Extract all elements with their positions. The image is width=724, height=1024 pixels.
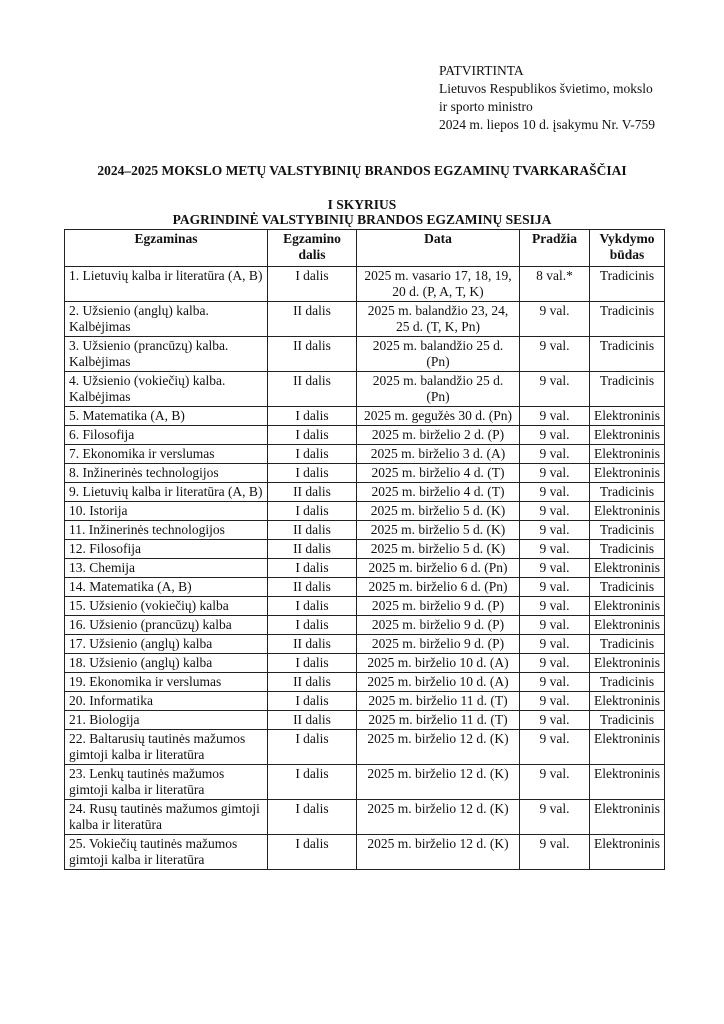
header-mode: Vykdymo būdas bbox=[590, 230, 665, 267]
table-row bbox=[65, 502, 665, 521]
table-row bbox=[65, 540, 665, 559]
exam-cell: 22. Baltarusių tautinės mažumos gimtoji kalba ir literatūra bbox=[65, 730, 268, 765]
exam-cell: 23. Lenkų tautinės mažumos gimtoji kalba ir literatūra bbox=[65, 765, 268, 800]
table-row bbox=[65, 445, 665, 464]
date-cell: 2025 m. birželio 11 d. (T) bbox=[357, 692, 520, 711]
start-cell: 9 val. bbox=[520, 578, 590, 597]
mode-cell: Elektroninis bbox=[590, 426, 665, 445]
date-cell: 2025 m. birželio 4 d. (T) bbox=[357, 464, 520, 483]
part-cell: II dalis bbox=[268, 673, 357, 692]
table-row bbox=[65, 692, 665, 711]
table-row bbox=[65, 337, 665, 372]
exam-cell: 15. Užsienio (vokiečių) kalba bbox=[65, 597, 268, 616]
date-cell: 2025 m. birželio 12 d. (K) bbox=[357, 835, 520, 870]
chapter-name: PAGRINDINĖ VALSTYBINIŲ BRANDOS EGZAMINŲ SESIJA bbox=[172, 212, 552, 227]
exam-cell: 4. Užsienio (vokiečių) kalba. Kalbėjimas bbox=[65, 372, 268, 407]
date-cell: 2025 m. birželio 9 d. (P) bbox=[357, 635, 520, 654]
mode-cell: Elektroninis bbox=[590, 464, 665, 483]
table-row bbox=[65, 673, 665, 692]
table-row bbox=[65, 730, 665, 765]
exam-cell: 1. Lietuvių kalba ir literatūra (A, B) bbox=[65, 267, 268, 302]
date-cell: 2025 m. birželio 9 d. (P) bbox=[357, 597, 520, 616]
table-row bbox=[65, 521, 665, 540]
approval-line: Lietuvos Respublikos švietimo, mokslo bbox=[439, 81, 653, 96]
date-cell: 2025 m. birželio 5 d. (K) bbox=[357, 521, 520, 540]
exam-cell: 17. Užsienio (anglų) kalba bbox=[65, 635, 268, 654]
part-cell: I dalis bbox=[268, 692, 357, 711]
table-row bbox=[65, 426, 665, 445]
table-row bbox=[65, 616, 665, 635]
mode-cell: Tradicinis bbox=[590, 673, 665, 692]
exam-cell: 2. Užsienio (anglų) kalba. Kalbėjimas bbox=[65, 302, 268, 337]
mode-cell: Tradicinis bbox=[590, 267, 665, 302]
date-cell: 2025 m. birželio 9 d. (P) bbox=[357, 616, 520, 635]
date-cell: 2025 m. birželio 11 d. (T) bbox=[357, 711, 520, 730]
table-row bbox=[65, 654, 665, 673]
table-row bbox=[65, 711, 665, 730]
mode-cell: Elektroninis bbox=[590, 654, 665, 673]
date-cell: 2025 m. birželio 5 d. (K) bbox=[357, 540, 520, 559]
date-cell: 2025 m. birželio 12 d. (K) bbox=[357, 800, 520, 835]
part-cell: I dalis bbox=[268, 616, 357, 635]
mode-cell: Elektroninis bbox=[590, 502, 665, 521]
mode-cell: Tradicinis bbox=[590, 711, 665, 730]
table-body bbox=[65, 267, 665, 870]
mode-cell: Elektroninis bbox=[590, 730, 665, 765]
start-cell: 9 val. bbox=[520, 835, 590, 870]
mode-cell: Elektroninis bbox=[590, 800, 665, 835]
start-cell: 9 val. bbox=[520, 502, 590, 521]
table-row bbox=[65, 407, 665, 426]
part-cell: I dalis bbox=[268, 426, 357, 445]
start-cell: 9 val. bbox=[520, 692, 590, 711]
start-cell: 9 val. bbox=[520, 445, 590, 464]
approval-line: ir sporto ministro bbox=[439, 99, 533, 114]
table-row bbox=[65, 635, 665, 654]
mode-cell: Elektroninis bbox=[590, 445, 665, 464]
start-cell: 9 val. bbox=[520, 635, 590, 654]
part-cell: I dalis bbox=[268, 559, 357, 578]
mode-cell: Elektroninis bbox=[590, 765, 665, 800]
date-cell: 2025 m. birželio 4 d. (T) bbox=[357, 483, 520, 502]
part-cell: II dalis bbox=[268, 372, 357, 407]
exam-cell: 11. Inžinerinės technologijos bbox=[65, 521, 268, 540]
start-cell: 9 val. bbox=[520, 765, 590, 800]
mode-cell: Tradicinis bbox=[590, 578, 665, 597]
exam-cell: 25. Vokiečių tautinės mažumos gimtoji kalba ir literatūra bbox=[65, 835, 268, 870]
mode-cell: Tradicinis bbox=[590, 302, 665, 337]
part-cell: I dalis bbox=[268, 800, 357, 835]
part-cell: I dalis bbox=[268, 730, 357, 765]
part-cell: II dalis bbox=[268, 578, 357, 597]
part-cell: II dalis bbox=[268, 302, 357, 337]
date-cell: 2025 m. birželio 2 d. (P) bbox=[357, 426, 520, 445]
part-cell: I dalis bbox=[268, 654, 357, 673]
date-cell: 2025 m. balandžio 25 d. (Pn) bbox=[357, 337, 520, 372]
start-cell: 9 val. bbox=[520, 337, 590, 372]
table-row bbox=[65, 302, 665, 337]
chapter-heading bbox=[0, 197, 724, 227]
table-row bbox=[65, 483, 665, 502]
exam-cell: 16. Užsienio (prancūzų) kalba bbox=[65, 616, 268, 635]
approval-line: PATVIRTINTA bbox=[439, 63, 524, 78]
header-exam: Egzaminas bbox=[65, 230, 268, 267]
table-row bbox=[65, 597, 665, 616]
document-title: 2024–2025 MOKSLO METŲ VALSTYBINIŲ BRANDOS EGZAMINŲ TVARKARAŠČIAI bbox=[97, 163, 627, 178]
part-cell: I dalis bbox=[268, 597, 357, 616]
date-cell: 2025 m. birželio 12 d. (K) bbox=[357, 730, 520, 765]
exam-cell: 8. Inžinerinės technologijos bbox=[65, 464, 268, 483]
mode-cell: Tradicinis bbox=[590, 540, 665, 559]
table-row bbox=[65, 267, 665, 302]
mode-cell: Elektroninis bbox=[590, 597, 665, 616]
start-cell: 9 val. bbox=[520, 711, 590, 730]
exam-cell: 24. Rusų tautinės mažumos gimtoji kalba ir literatūra bbox=[65, 800, 268, 835]
start-cell: 9 val. bbox=[520, 654, 590, 673]
date-cell: 2025 m. birželio 10 d. (A) bbox=[357, 673, 520, 692]
start-cell: 9 val. bbox=[520, 372, 590, 407]
part-cell: II dalis bbox=[268, 337, 357, 372]
exam-cell: 20. Informatika bbox=[65, 692, 268, 711]
part-cell: I dalis bbox=[268, 835, 357, 870]
exam-cell: 14. Matematika (A, B) bbox=[65, 578, 268, 597]
mode-cell: Elektroninis bbox=[590, 692, 665, 711]
start-cell: 9 val. bbox=[520, 673, 590, 692]
exam-cell: 5. Matematika (A, B) bbox=[65, 407, 268, 426]
table-row bbox=[65, 835, 665, 870]
start-cell: 9 val. bbox=[520, 559, 590, 578]
part-cell: II dalis bbox=[268, 540, 357, 559]
mode-cell: Elektroninis bbox=[590, 559, 665, 578]
exam-cell: 3. Užsienio (prancūzų) kalba. Kalbėjimas bbox=[65, 337, 268, 372]
chapter-number: I SKYRIUS bbox=[327, 197, 397, 212]
approval-line: 2024 m. liepos 10 d. įsakymu Nr. V-759 bbox=[439, 117, 656, 132]
exam-cell: 7. Ekonomika ir verslumas bbox=[65, 445, 268, 464]
date-cell: 2025 m. vasario 17, 18, 19, 20 d. (P, A, T, K) bbox=[357, 267, 520, 302]
start-cell: 9 val. bbox=[520, 483, 590, 502]
exam-cell: 12. Filosofija bbox=[65, 540, 268, 559]
date-cell: 2025 m. birželio 12 d. (K) bbox=[357, 765, 520, 800]
start-cell: 9 val. bbox=[520, 407, 590, 426]
date-cell: 2025 m. birželio 5 d. (K) bbox=[357, 502, 520, 521]
start-cell: 9 val. bbox=[520, 597, 590, 616]
start-cell: 9 val. bbox=[520, 426, 590, 445]
date-cell: 2025 m. balandžio 25 d. (Pn) bbox=[357, 372, 520, 407]
exam-cell: 18. Užsienio (anglų) kalba bbox=[65, 654, 268, 673]
part-cell: I dalis bbox=[268, 407, 357, 426]
mode-cell: Elektroninis bbox=[590, 835, 665, 870]
date-cell: 2025 m. birželio 6 d. (Pn) bbox=[357, 578, 520, 597]
start-cell: 9 val. bbox=[520, 800, 590, 835]
mode-cell: Tradicinis bbox=[590, 483, 665, 502]
header-date: Data bbox=[357, 230, 520, 267]
part-cell: II dalis bbox=[268, 483, 357, 502]
date-cell: 2025 m. birželio 3 d. (A) bbox=[357, 445, 520, 464]
header-part: Egzamino dalis bbox=[268, 230, 357, 267]
start-cell: 9 val. bbox=[520, 540, 590, 559]
table-row bbox=[65, 800, 665, 835]
mode-cell: Tradicinis bbox=[590, 337, 665, 372]
mode-cell: Tradicinis bbox=[590, 372, 665, 407]
start-cell: 9 val. bbox=[520, 521, 590, 540]
part-cell: II dalis bbox=[268, 635, 357, 654]
table-row bbox=[65, 559, 665, 578]
mode-cell: Elektroninis bbox=[590, 616, 665, 635]
mode-cell: Tradicinis bbox=[590, 635, 665, 654]
start-cell: 8 val.* bbox=[520, 267, 590, 302]
exam-cell: 21. Biologija bbox=[65, 711, 268, 730]
part-cell: II dalis bbox=[268, 711, 357, 730]
part-cell: I dalis bbox=[268, 267, 357, 302]
exam-schedule-table bbox=[64, 229, 665, 870]
start-cell: 9 val. bbox=[520, 302, 590, 337]
mode-cell: Tradicinis bbox=[590, 521, 665, 540]
table-row bbox=[65, 372, 665, 407]
date-cell: 2025 m. birželio 10 d. (A) bbox=[357, 654, 520, 673]
part-cell: I dalis bbox=[268, 502, 357, 521]
start-cell: 9 val. bbox=[520, 730, 590, 765]
date-cell: 2025 m. gegužės 30 d. (Pn) bbox=[357, 407, 520, 426]
part-cell: I dalis bbox=[268, 464, 357, 483]
exam-cell: 10. Istorija bbox=[65, 502, 268, 521]
table-row bbox=[65, 578, 665, 597]
table-row bbox=[65, 765, 665, 800]
exam-cell: 9. Lietuvių kalba ir literatūra (A, B) bbox=[65, 483, 268, 502]
date-cell: 2025 m. balandžio 23, 24, 25 d. (T, K, Pn) bbox=[357, 302, 520, 337]
start-cell: 9 val. bbox=[520, 616, 590, 635]
table-header-row bbox=[65, 230, 665, 267]
exam-cell: 13. Chemija bbox=[65, 559, 268, 578]
part-cell: I dalis bbox=[268, 765, 357, 800]
start-cell: 9 val. bbox=[520, 464, 590, 483]
exam-cell: 6. Filosofija bbox=[65, 426, 268, 445]
table-row bbox=[65, 464, 665, 483]
date-cell: 2025 m. birželio 6 d. (Pn) bbox=[357, 559, 520, 578]
header-start: Pradžia bbox=[520, 230, 590, 267]
exam-cell: 19. Ekonomika ir verslumas bbox=[65, 673, 268, 692]
mode-cell: Elektroninis bbox=[590, 407, 665, 426]
approval-stamp bbox=[439, 62, 655, 134]
part-cell: I dalis bbox=[268, 445, 357, 464]
part-cell: II dalis bbox=[268, 521, 357, 540]
